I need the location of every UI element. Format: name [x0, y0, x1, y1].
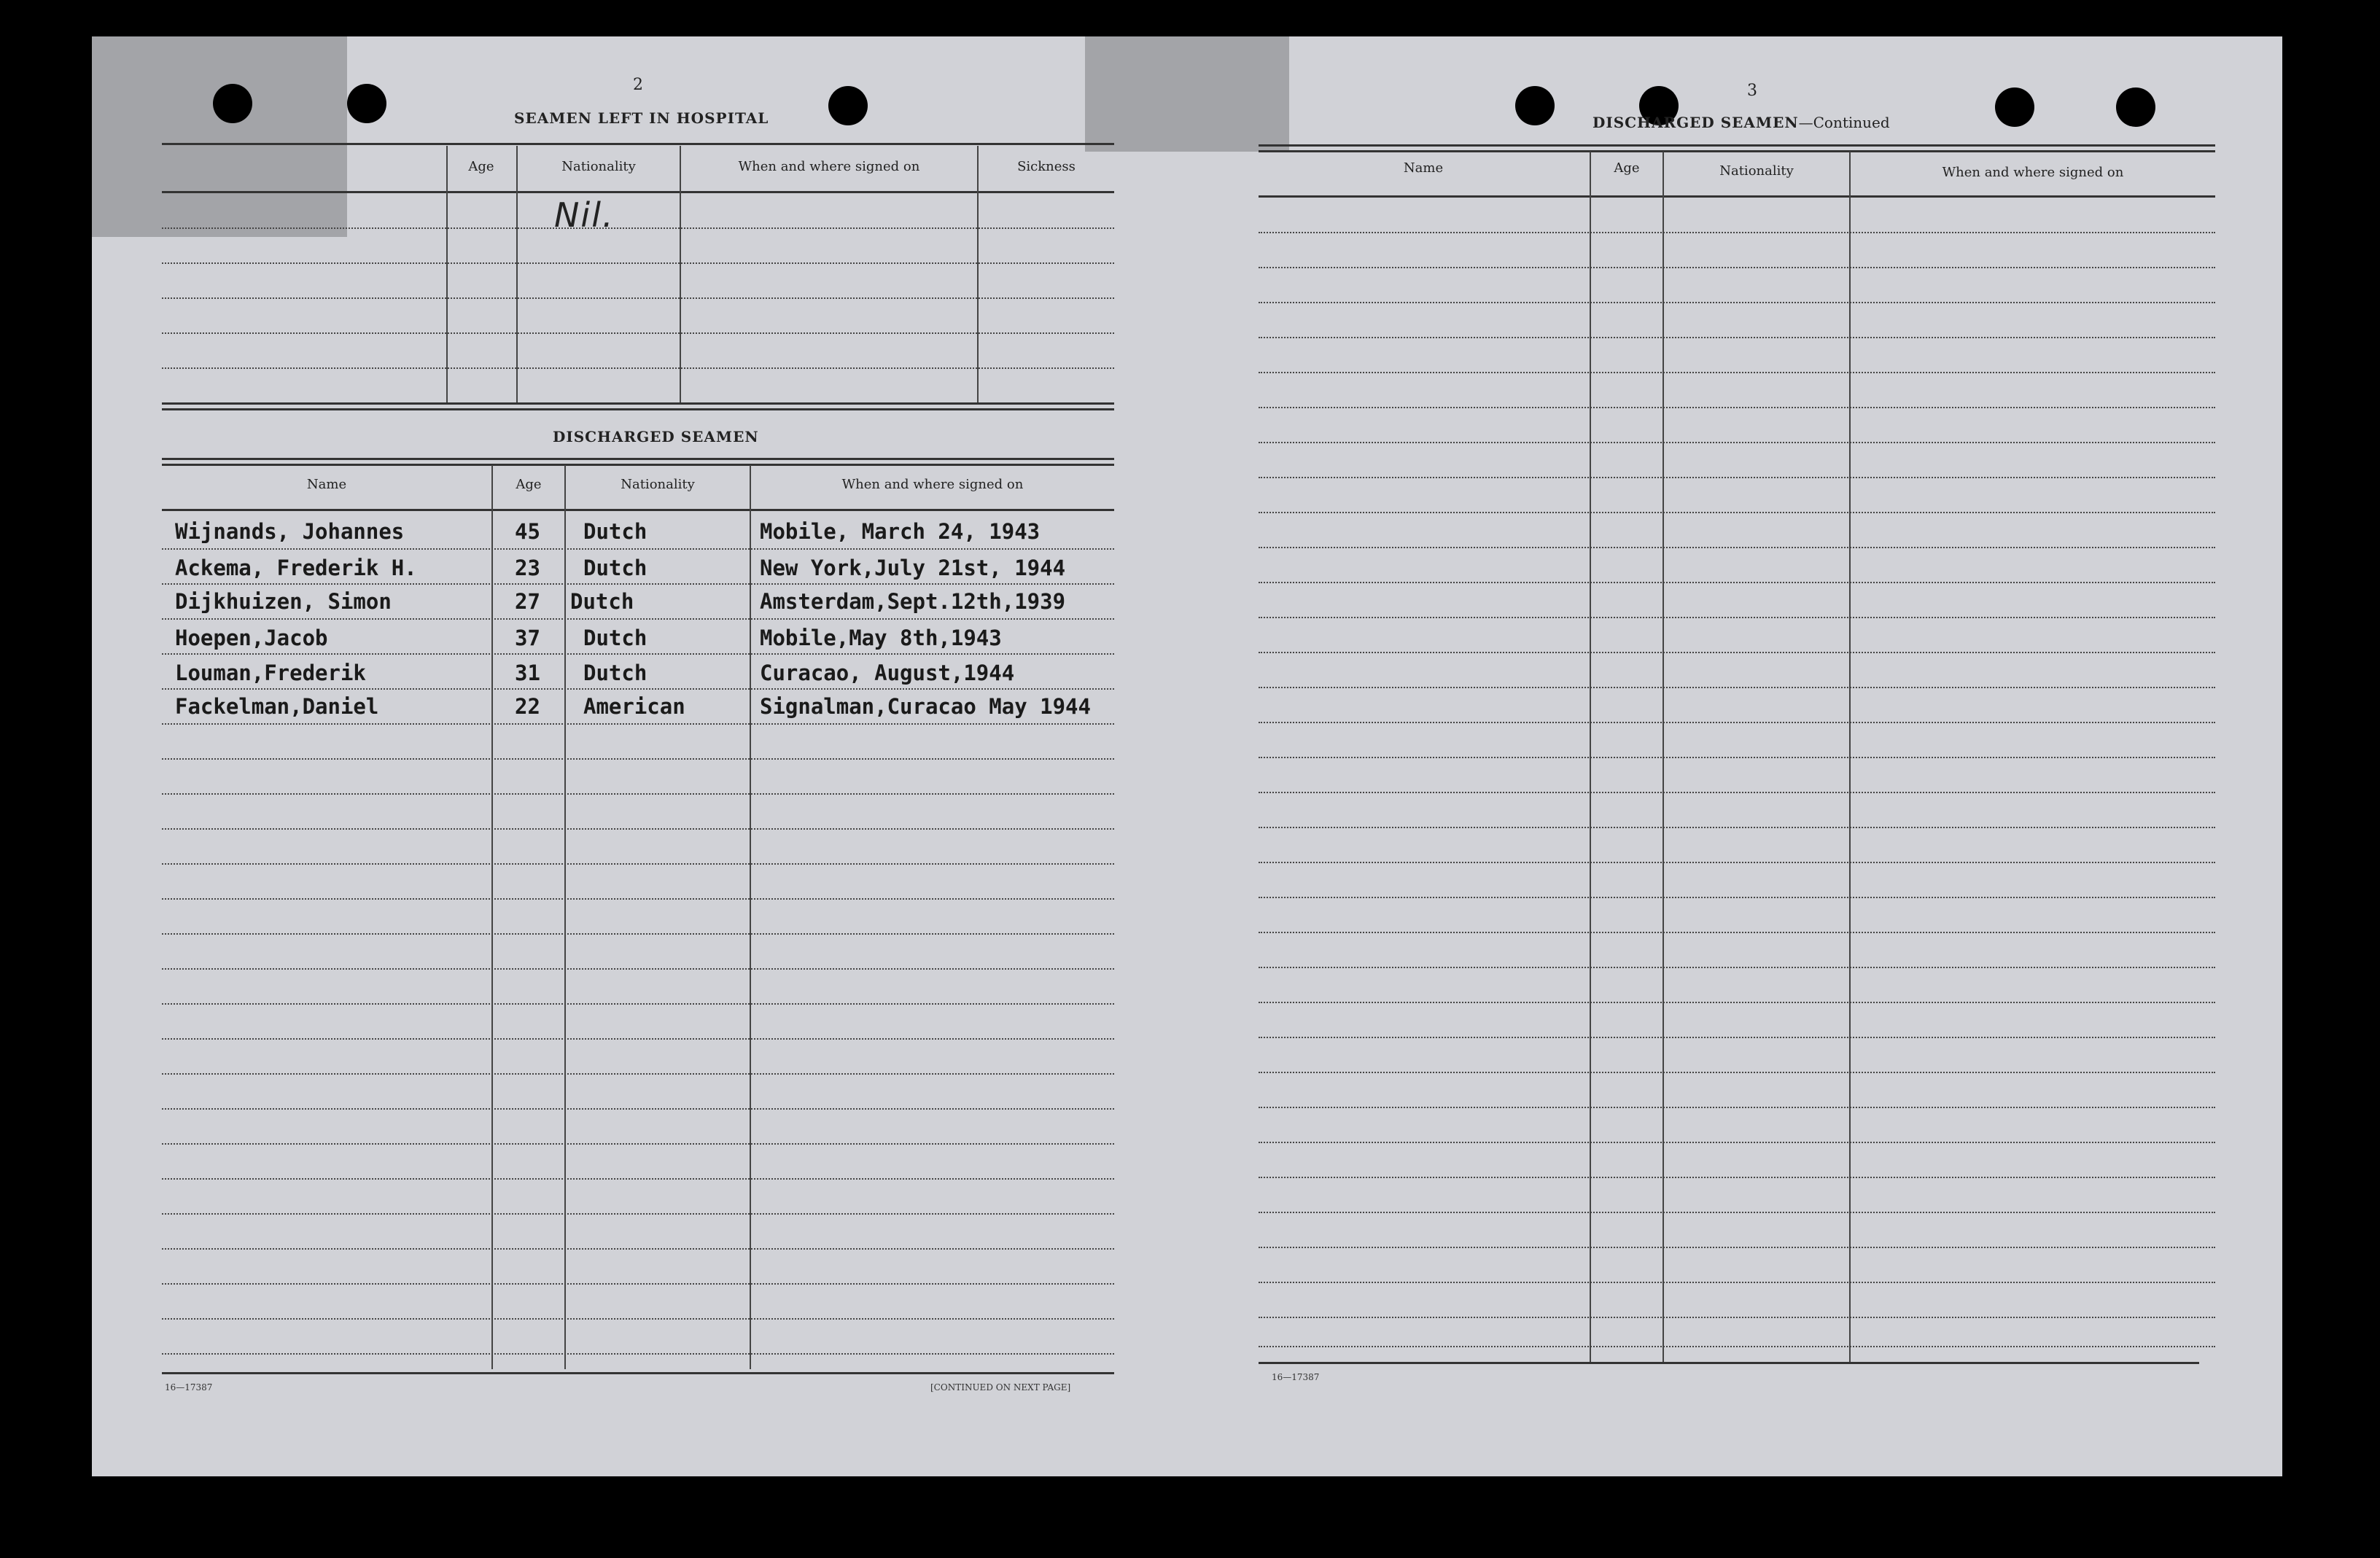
dotted-rule	[1259, 687, 2215, 688]
dotted-rule	[162, 262, 1114, 264]
smudge-top-left	[92, 36, 347, 237]
dotted-rule	[1259, 1282, 2215, 1283]
dotted-rule	[1259, 582, 2215, 583]
punch-hole	[213, 84, 252, 123]
seaman-nationality: Dutch	[583, 626, 648, 650]
seaman-age: 23	[515, 556, 540, 580]
dotted-rule	[162, 653, 1114, 655]
column-divider	[750, 465, 751, 1369]
discharged-continued-title	[1592, 114, 1890, 131]
dotted-rule	[162, 898, 1114, 900]
dotted-rule	[1259, 652, 2215, 653]
hospital-header-signed-on: When and where signed on	[738, 159, 920, 174]
dotted-rule	[162, 1213, 1114, 1215]
rule	[1259, 195, 2215, 198]
seaman-nationality: Dutch	[583, 519, 648, 544]
seaman-signed-on: Signalman,Curacao May 1944	[760, 694, 1091, 719]
hospital-section-title: SEAMEN LEFT IN HOSPITAL	[514, 109, 769, 127]
dotted-rule	[1259, 1037, 2215, 1038]
dotted-rule	[162, 1283, 1114, 1285]
dotted-rule	[1259, 827, 2215, 828]
seaman-name: Wijnands, Johannes	[175, 519, 405, 544]
dotted-rule	[162, 758, 1114, 760]
hospital-header-nationality: Nationality	[561, 159, 636, 174]
dotted-rule	[162, 297, 1114, 299]
rule	[162, 509, 1114, 511]
punch-hole	[1995, 87, 2034, 127]
dotted-rule	[162, 828, 1114, 830]
seaman-signed-on: Mobile,May 8th,1943	[760, 626, 1002, 650]
dotted-rule	[1259, 897, 2215, 898]
dotted-rule	[1259, 442, 2215, 443]
rule	[162, 402, 1114, 405]
column-divider	[564, 465, 566, 1369]
seaman-signed-on: Curacao, August,1944	[760, 661, 1015, 685]
right-header-name: Name	[1403, 160, 1444, 176]
dotted-rule	[1259, 512, 2215, 513]
dotted-rule	[1259, 792, 2215, 793]
page-number-left: 2	[633, 76, 643, 94]
seaman-signed-on: New York,July 21st, 1944	[760, 556, 1066, 580]
rule	[1259, 1362, 2199, 1364]
dotted-rule	[1259, 1002, 2215, 1003]
seaman-name: Louman,Frederik	[175, 661, 366, 685]
discharged-header-name: Name	[306, 477, 347, 492]
seaman-nationality: Dutch	[583, 556, 648, 580]
dotted-rule	[1259, 547, 2215, 548]
dotted-rule	[1259, 862, 2215, 863]
dotted-rule	[1259, 302, 2215, 303]
dotted-rule	[1259, 1177, 2215, 1178]
right-header-signed-on: When and where signed on	[1942, 165, 2124, 180]
rule	[162, 408, 1114, 410]
seaman-age: 45	[515, 519, 540, 544]
seaman-age: 31	[515, 661, 540, 685]
seaman-signed-on: Mobile, March 24, 1943	[760, 519, 1041, 544]
dotted-rule	[162, 1073, 1114, 1075]
smudge-top-center	[1085, 36, 1289, 152]
dotted-rule	[1259, 617, 2215, 618]
dotted-rule	[162, 968, 1114, 970]
punch-hole	[1515, 86, 1555, 125]
dotted-rule	[1259, 1346, 2215, 1347]
dotted-rule	[1259, 757, 2215, 758]
rule	[162, 464, 1114, 466]
form-number-right: 16—17387	[1272, 1372, 1320, 1382]
dotted-rule	[162, 227, 1114, 229]
dotted-rule	[1259, 372, 2215, 373]
seaman-nationality: Dutch	[583, 661, 648, 685]
seaman-name: Ackema, Frederik H.	[175, 556, 417, 580]
seaman-age: 22	[515, 694, 540, 719]
rule	[162, 1372, 1114, 1374]
seaman-age: 37	[515, 626, 540, 650]
continued-note: [CONTINUED ON NEXT PAGE]	[930, 1382, 1071, 1393]
seaman-age: 27	[515, 589, 540, 614]
rule	[162, 143, 1114, 145]
dotted-rule	[162, 548, 1114, 550]
discharged-section-title: DISCHARGED SEAMEN	[553, 428, 759, 445]
title-text: DISCHARGED SEAMEN	[1592, 114, 1799, 131]
dotted-rule	[1259, 932, 2215, 933]
column-divider	[516, 146, 518, 402]
punch-hole	[828, 86, 868, 125]
dotted-rule	[162, 863, 1114, 865]
dotted-rule	[1259, 1107, 2215, 1108]
dotted-rule	[162, 367, 1114, 369]
seaman-name: Dijkhuizen, Simon	[175, 589, 392, 614]
rule	[162, 191, 1114, 193]
form-number-left: 16—17387	[165, 1382, 213, 1393]
hospital-header-sickness: Sickness	[1017, 159, 1076, 174]
seaman-signed-on: Amsterdam,Sept.12th,1939	[760, 589, 1066, 614]
dotted-rule	[162, 1178, 1114, 1180]
seaman-nationality: Dutch	[570, 589, 634, 614]
dotted-rule	[162, 688, 1114, 690]
discharged-header-signed-on: When and where signed on	[841, 477, 1024, 492]
dotted-rule	[1259, 722, 2215, 723]
column-divider	[680, 146, 681, 402]
dotted-rule	[1259, 1142, 2215, 1143]
dotted-rule	[1259, 232, 2215, 233]
dotted-rule	[162, 618, 1114, 620]
rule	[1259, 144, 2215, 147]
dotted-rule	[162, 933, 1114, 935]
dotted-rule	[162, 1318, 1114, 1320]
dotted-rule	[1259, 267, 2215, 268]
dotted-rule	[1259, 1212, 2215, 1213]
rule	[162, 458, 1114, 460]
rule	[1259, 150, 2215, 152]
dotted-rule	[162, 1143, 1114, 1145]
punch-hole	[347, 84, 386, 123]
dotted-rule	[162, 1003, 1114, 1005]
dotted-rule	[162, 1108, 1114, 1110]
title-continued: —Continued	[1798, 114, 1890, 131]
column-divider	[446, 146, 448, 402]
punch-hole	[2116, 87, 2155, 127]
dotted-rule	[162, 1353, 1114, 1355]
dotted-rule	[1259, 1247, 2215, 1248]
right-header-nationality: Nationality	[1719, 163, 1794, 179]
dotted-rule	[1259, 477, 2215, 478]
seaman-name: Fackelman,Daniel	[175, 694, 379, 719]
dotted-rule	[1259, 967, 2215, 968]
dotted-rule	[162, 1038, 1114, 1040]
dotted-rule	[162, 723, 1114, 725]
column-divider	[491, 465, 493, 1369]
hospital-header-age: Age	[468, 159, 494, 174]
right-header-age: Age	[1614, 160, 1640, 176]
dotted-rule	[162, 793, 1114, 795]
dotted-rule	[162, 1248, 1114, 1250]
dotted-rule	[1259, 407, 2215, 408]
dotted-rule	[162, 583, 1114, 585]
dotted-rule	[1259, 337, 2215, 338]
discharged-header-age: Age	[516, 477, 542, 492]
discharged-header-nationality: Nationality	[621, 477, 695, 492]
seaman-name: Hoepen,Jacob	[175, 626, 328, 650]
dotted-rule	[1259, 1072, 2215, 1073]
dotted-rule	[1259, 1317, 2215, 1318]
handwritten-nil: Nil.	[554, 195, 615, 235]
seaman-nationality: American	[583, 694, 685, 719]
page-number-right: 3	[1747, 82, 1757, 100]
dotted-rule	[162, 332, 1114, 334]
column-divider	[977, 146, 979, 402]
